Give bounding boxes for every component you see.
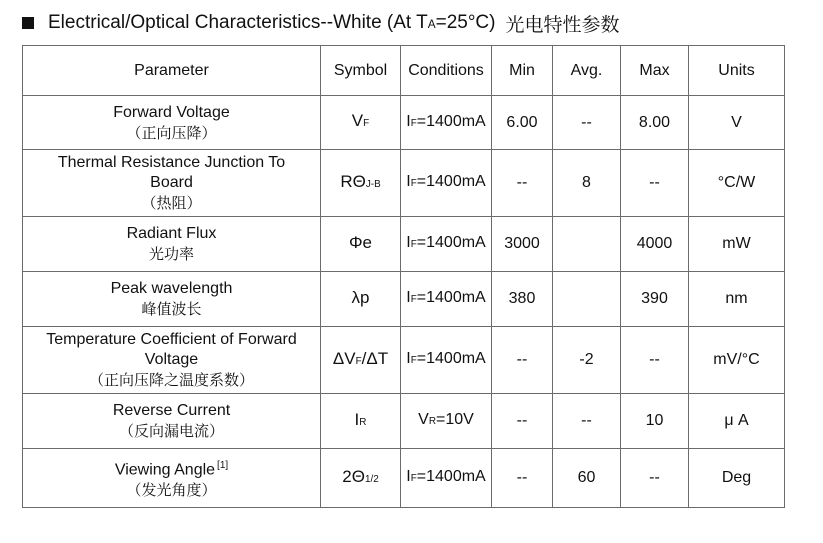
parameter-name: Forward Voltage xyxy=(113,103,230,121)
condition-main: I xyxy=(406,173,411,190)
symbol-subscript: J-B xyxy=(365,178,381,190)
cell-conditions xyxy=(401,96,492,150)
cell-conditions xyxy=(401,150,492,217)
parameter-name-chinese: 峰值波长 xyxy=(141,300,202,318)
cell-max: 10 xyxy=(621,394,689,449)
cell-max: -- xyxy=(621,449,689,508)
cell-symbol xyxy=(321,150,401,217)
cell-min: 3000 xyxy=(492,217,553,272)
condition-subscript: F xyxy=(410,294,417,305)
condition-main: I xyxy=(406,112,411,130)
cell-units: °C/W xyxy=(689,150,785,217)
condition-value: =10V xyxy=(436,411,474,428)
symbol-main: Φe xyxy=(348,232,373,252)
cell-conditions xyxy=(401,449,492,508)
parameter-name: Peak wavelength xyxy=(110,280,233,297)
condition-value: =1400mA xyxy=(416,234,486,251)
header-row xyxy=(23,46,785,96)
cell-symbol xyxy=(321,327,401,394)
cell-parameter xyxy=(23,394,321,449)
parameter-name: Reverse Current xyxy=(112,402,231,419)
condition-subscript: F xyxy=(410,178,417,189)
cell-parameter xyxy=(23,96,321,150)
cell-parameter xyxy=(23,150,321,217)
cell-units: nm xyxy=(689,272,785,327)
symbol-tail: /ΔT xyxy=(361,348,389,368)
cell-symbol xyxy=(321,217,401,272)
section-title xyxy=(22,8,620,38)
symbol-subscript: F xyxy=(355,355,362,367)
condition-value: =1400mA xyxy=(416,112,486,130)
cell-units: μ A xyxy=(689,394,785,449)
parameter-name: Board xyxy=(150,174,193,191)
condition-main: I xyxy=(406,350,411,367)
parameter-name: Radiant Flux xyxy=(126,225,217,242)
parameter-name: Thermal Resistance Junction To xyxy=(57,154,286,171)
parameter-name-chinese: （热阻） xyxy=(141,194,202,212)
condition-main: I xyxy=(406,289,411,306)
cell-units: mV/°C xyxy=(689,327,785,394)
symbol-main: λp xyxy=(351,287,370,307)
cell-min: 380 xyxy=(492,272,553,327)
cell-conditions xyxy=(401,394,492,449)
cell-avg: -2 xyxy=(553,327,621,394)
parameter-name-chinese: 光功率 xyxy=(148,245,194,263)
condition-main: I xyxy=(406,468,411,485)
cell-conditions xyxy=(401,217,492,272)
cell-max: -- xyxy=(621,327,689,394)
footnote-ref: [1] xyxy=(217,459,229,471)
table-row xyxy=(23,96,785,150)
cell-max: 4000 xyxy=(621,217,689,272)
cell-parameter xyxy=(23,327,321,394)
table-row xyxy=(23,394,785,449)
cell-units: V xyxy=(689,96,785,150)
header-units: Units xyxy=(689,46,785,96)
cell-max: -- xyxy=(621,150,689,217)
title-chinese: 光电特性参数 xyxy=(505,13,620,36)
parameter-name-chinese: （正向压降） xyxy=(126,123,217,142)
characteristics-table xyxy=(22,45,785,508)
cell-max: 390 xyxy=(621,272,689,327)
condition-subscript: F xyxy=(410,355,417,366)
condition-value: =1400mA xyxy=(416,289,486,306)
table-row xyxy=(23,449,785,508)
cell-avg xyxy=(553,217,621,272)
cell-conditions xyxy=(401,327,492,394)
symbol-main: ΔV xyxy=(332,348,356,368)
symbol-main: V xyxy=(351,111,364,130)
title-text: Electrical/Optical Characteristics--White (At TA=25°C) xyxy=(48,12,496,33)
header-min: Min xyxy=(492,46,553,96)
cell-symbol xyxy=(321,96,401,150)
condition-subscript: F xyxy=(410,117,417,129)
parameter-name: Viewing Angle [1] xyxy=(114,459,229,479)
symbol-subscript: F xyxy=(363,118,370,129)
cell-parameter xyxy=(23,217,321,272)
cell-min: -- xyxy=(492,394,553,449)
condition-value: =1400mA xyxy=(416,468,486,485)
cell-min: 6.00 xyxy=(492,96,553,150)
cell-avg: -- xyxy=(553,96,621,150)
header-conditions: Conditions xyxy=(401,46,492,96)
cell-parameter xyxy=(23,272,321,327)
cell-avg: 60 xyxy=(553,449,621,508)
symbol-subscript: 1/2 xyxy=(364,473,379,485)
table-row xyxy=(23,272,785,327)
parameter-name-chinese: （反向漏电流） xyxy=(118,422,224,440)
cell-symbol xyxy=(321,272,401,327)
table-row xyxy=(23,327,785,394)
table-row xyxy=(23,217,785,272)
cell-parameter xyxy=(23,449,321,508)
header-max: Max xyxy=(621,46,689,96)
condition-value: =1400mA xyxy=(416,173,486,190)
cell-conditions xyxy=(401,272,492,327)
symbol-main: I xyxy=(354,409,360,429)
cell-units: Deg xyxy=(689,449,785,508)
parameter-name: Temperature Coefficient of Forward xyxy=(46,331,297,348)
header-symbol: Symbol xyxy=(321,46,401,96)
cell-min: -- xyxy=(492,327,553,394)
symbol-main: 2Θ xyxy=(342,466,365,486)
condition-value: =1400mA xyxy=(416,350,486,367)
cell-avg: 8 xyxy=(553,150,621,217)
condition-main: V xyxy=(418,411,429,428)
cell-avg xyxy=(553,272,621,327)
bullet-square-icon xyxy=(22,17,34,29)
header-avg: Avg. xyxy=(553,46,621,96)
cell-units: mW xyxy=(689,217,785,272)
parameter-name-chinese: （正向压降之温度系数） xyxy=(88,371,254,389)
symbol-main: RΘ xyxy=(340,171,366,191)
parameter-name-chinese: （发光角度） xyxy=(126,481,217,500)
cell-min: -- xyxy=(492,449,553,508)
cell-symbol xyxy=(321,449,401,508)
symbol-subscript: R xyxy=(359,416,367,428)
cell-symbol xyxy=(321,394,401,449)
table-row xyxy=(23,150,785,217)
condition-subscript: F xyxy=(410,239,417,250)
cell-max: 8.00 xyxy=(621,96,689,150)
parameter-name: Voltage xyxy=(144,351,199,368)
condition-subscript: R xyxy=(428,416,436,427)
condition-main: I xyxy=(406,234,411,251)
header-parameter: Parameter xyxy=(23,46,321,96)
cell-avg: -- xyxy=(553,394,621,449)
condition-subscript: F xyxy=(410,473,417,484)
cell-min: -- xyxy=(492,150,553,217)
